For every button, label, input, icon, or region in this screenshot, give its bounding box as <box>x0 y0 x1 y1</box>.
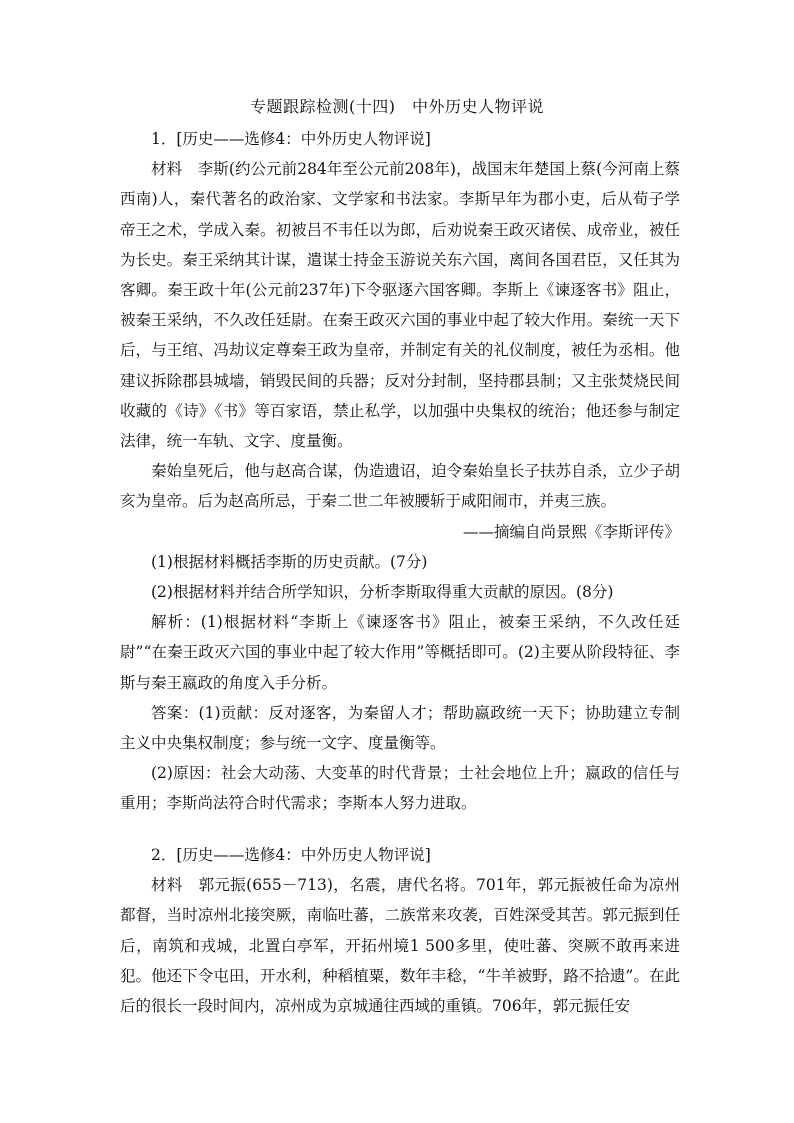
question-1-heading: 1．[历史——选修4：中外历史人物评说] <box>151 130 431 148</box>
question-2-heading: 2．[历史——选修4：中外历史人物评说] <box>151 846 431 864</box>
question-2-material-paragraph-1: 材料 郭元振(655－713)，名震，唐代名将。701年，郭元振被任命为凉州都督，当时凉州北接突厥，南临吐蕃，二族常来攻袭，百姓深受其苦。郭元振到任后，南筑和戎城，北置白亭军，开拓州境1 500多里，使吐蕃、突厥不敢再来进犯。他还下令屯田，开水利，种稻植粟，数年丰稔，“牛羊被野，路不拾遗”。在此后的很长一段时间内，凉州成为京城通往西域的重镇。706年，郭元振任安 <box>120 876 680 1016</box>
question-1-material-paragraph-2: 秦始皇死后，他与赵高合谋，伪造遗诏，迫令秦始皇长子扶苏自杀，立少子胡亥为皇帝。后为赵高所忌，于秦二世二年被腰斩于咸阳闹市，并夷三族。 <box>120 462 680 511</box>
question-1-subquestion-1: (1)根据材料概括李斯的历史贡献。(7分) <box>151 552 428 571</box>
question-1-answer-1: 答案：(1)贡献：反对逐客，为秦留人才；帮助嬴政统一天下；协助建立专制主义中央集权制度；参与统一文字、度量衡等。 <box>120 703 680 753</box>
question-1-analysis: 解析：(1)根据材料“李斯上《谏逐客书》阻止，被秦王采纳，不久改任廷尉”“在秦王政灭六国的事业中起了较大作用”等概括即可。(2)主要从阶段特征、李斯与秦王嬴政的角度入手分析。 <box>120 613 680 692</box>
question-2 <box>120 840 680 1021</box>
page-title: 专题跟踪检测(十四) 中外历史人物评说 <box>250 97 544 116</box>
question-1 <box>120 124 680 819</box>
question-1-subquestion-2: (2)根据材料并结合所学知识，分析李斯取得重大贡献的原因。(8分) <box>151 583 614 602</box>
question-1-answer-2: (2)原因：社会大动荡、大变革的时代背景；士社会地位上升；嬴政的信任与重用；李斯尚法符合时代需求；李斯本人努力进取。 <box>120 764 680 813</box>
question-1-source: ——摘编自尚景熙《李斯评传》 <box>462 522 680 541</box>
question-1-material-paragraph-1: 材料 李斯(约公元前284年至公元前208年)，战国末年楚国上蔡(今河南上蔡西南)人，秦代著名的政治家、文学家和书法家。李斯早年为郡小吏，后从荀子学帝王之术，学成入秦。初被吕不韦任以为郎，后劝说秦王政灭诸侯、成帝业，被任为长史。秦王采纳其计谋，遣谋士持金玉游说关东六国，离间各国君臣，又任其为客卿。秦王政十年(公元前237年)下令驱逐六国客卿。李斯上《谏逐客书》阻止，被秦王采纳，不久改任廷尉。在秦王政灭六国的事业中起了较大作用。秦统一天下后，与王绾、冯劫议定尊秦王政为皇帝，并制定有关的礼仪制度，被任为丞相。他建议拆除郡县城墙，销毁民间的兵器；反对分封制，坚持郡县制；又主张焚烧民间收藏的《诗》《书》等百家语，禁止私学，以加强中央集权的统治；他还参与制定法律，统一车轨、文字、度量衡。 <box>120 160 680 451</box>
